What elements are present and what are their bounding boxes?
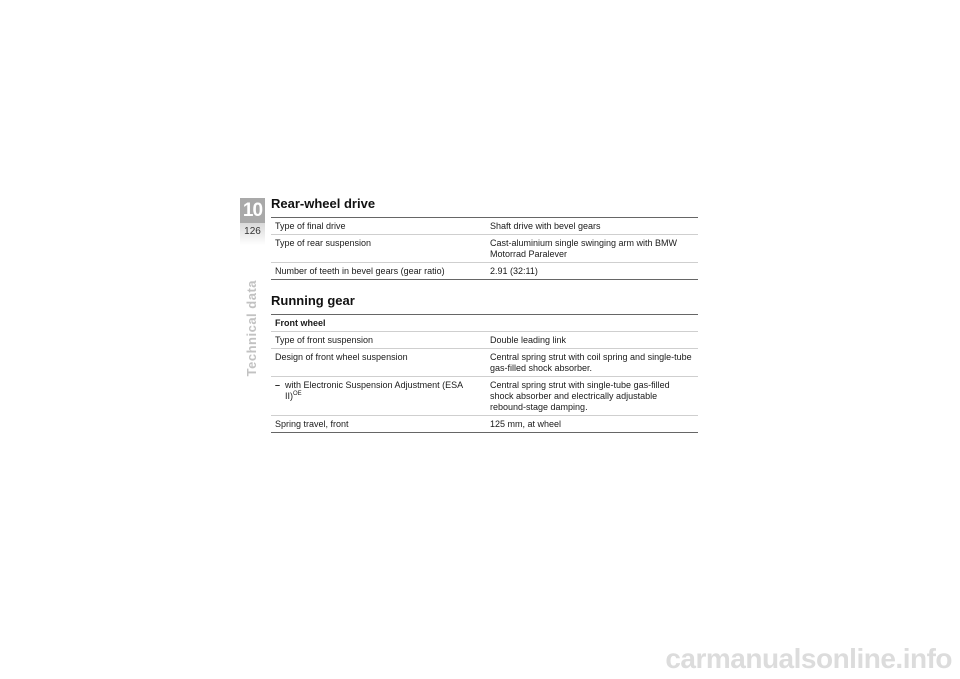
table-row [271,218,698,235]
spec-value: Cast-aluminium single swinging arm with BMW Motorrad Paralever [484,235,698,263]
spec-value: 2.91 (32:11) [484,263,698,280]
rear-wheel-drive-heading: Rear-wheel drive [271,196,376,211]
table-row [271,263,698,280]
chapter-side-title [231,280,271,380]
spec-value: Central spring strut with coil spring and single-tube gas-filled shock absorber. [484,349,698,377]
spec-label: Number of teeth in bevel gears (gear ratio) [271,263,484,280]
front-wheel-subheading: Front wheel [275,318,326,328]
spec-label: Type of rear suspension [271,235,484,263]
table-row [271,377,698,416]
chapter-tab [240,198,265,223]
option-label-text: with Electronic Suspension Adjustment (ESA II) [285,380,463,401]
chapter-side-title-text: Technical data [243,280,259,377]
spec-label: Type of final drive [275,221,346,231]
spec-label: Design of front wheel suspension [271,349,484,377]
rear-wheel-drive-table [271,217,698,280]
table-subheading-row [271,315,698,332]
spec-label: Spring travel, front [271,416,484,433]
running-gear-table [271,314,698,433]
oe-superscript: OE [293,391,302,397]
spec-label-option [271,377,484,416]
table-row [271,235,698,263]
running-gear-heading: Running gear [271,293,355,308]
table-row [271,416,698,433]
spec-value: 125 mm, at wheel [484,416,698,433]
spec-label: Type of front suspension [271,332,484,349]
spec-value: Shaft drive with bevel gears [490,221,601,231]
running-gear-section [271,293,698,433]
spec-value: Double leading link [484,332,698,349]
dash-list-item [275,380,480,402]
table-row [271,349,698,377]
rear-wheel-drive-section [271,196,698,280]
spec-value: Central spring strut with single-tube gas-filled shock absorber and electrically adjustable rebound-stage damping. [484,377,698,416]
content-area [271,196,698,433]
chapter-number: 10 [242,200,263,221]
watermark-text: carmanualsonline.info [665,643,952,674]
page-number: 126 [240,223,265,245]
dash-marker: – [275,380,281,390]
table-row [271,332,698,349]
